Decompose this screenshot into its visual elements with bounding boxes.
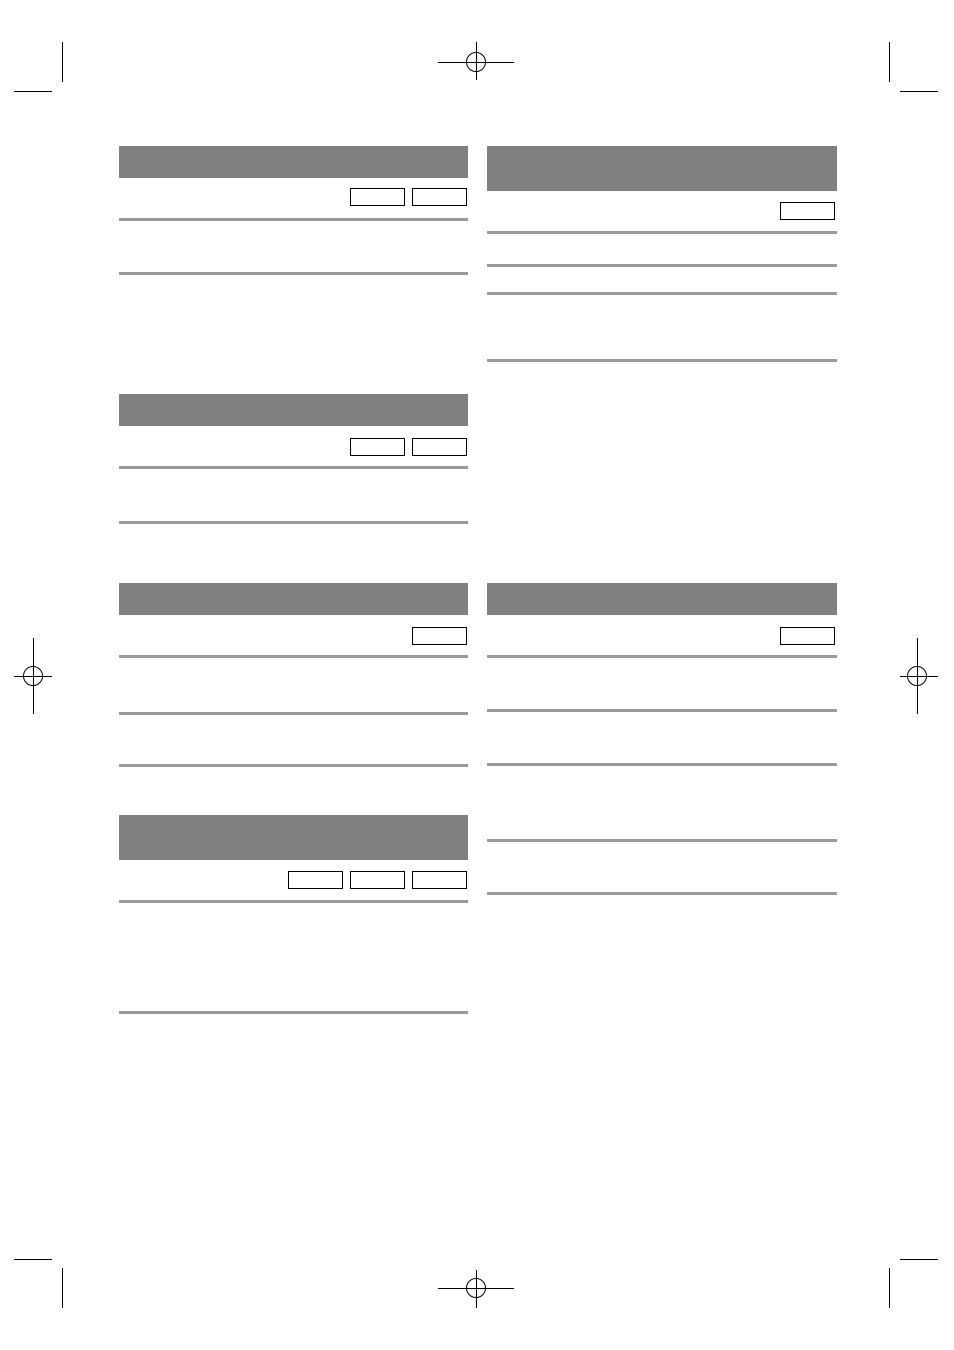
section-divider (119, 521, 468, 524)
section-header-bar (119, 583, 468, 615)
section-header-bar (487, 146, 837, 191)
disc-type-tag (780, 627, 835, 645)
section-header-bar (119, 146, 468, 178)
crop-mark-bottom-left-horizontal (14, 1259, 52, 1260)
crop-mark-bottom-left-vertical (62, 1268, 63, 1308)
section-divider (119, 466, 468, 469)
section-header-bar (119, 394, 468, 426)
crop-mark-top-left-vertical (62, 42, 63, 82)
disc-type-tag (412, 871, 467, 889)
crop-mark-top-right-horizontal (900, 91, 938, 92)
section-divider (487, 292, 837, 295)
disc-type-tag (350, 438, 405, 456)
crop-mark-top-left-horizontal (14, 91, 52, 92)
crop-mark-bottom-right-horizontal (900, 1259, 938, 1260)
section-divider (487, 839, 837, 842)
crop-mark-top-right-vertical (889, 42, 890, 82)
section-divider (119, 712, 468, 715)
section-divider (487, 655, 837, 658)
disc-type-tag (288, 871, 343, 889)
disc-type-tag (412, 438, 467, 456)
section-divider (119, 900, 468, 903)
disc-type-tag (350, 871, 405, 889)
crop-mark-bottom-right-vertical (889, 1268, 890, 1308)
section-divider (487, 359, 837, 362)
section-divider (487, 231, 837, 234)
section-divider (119, 218, 468, 221)
disc-type-tag (412, 188, 467, 206)
section-divider (487, 709, 837, 712)
disc-type-tag (350, 188, 405, 206)
section-header-bar (487, 583, 837, 615)
section-divider (487, 892, 837, 895)
section-header-bar (119, 815, 468, 860)
section-divider (119, 764, 468, 767)
disc-type-tag (412, 627, 467, 645)
section-divider (119, 655, 468, 658)
section-divider (487, 264, 837, 267)
section-divider (119, 1011, 468, 1014)
section-divider (487, 763, 837, 766)
disc-type-tag (780, 202, 835, 220)
section-divider (119, 272, 468, 275)
